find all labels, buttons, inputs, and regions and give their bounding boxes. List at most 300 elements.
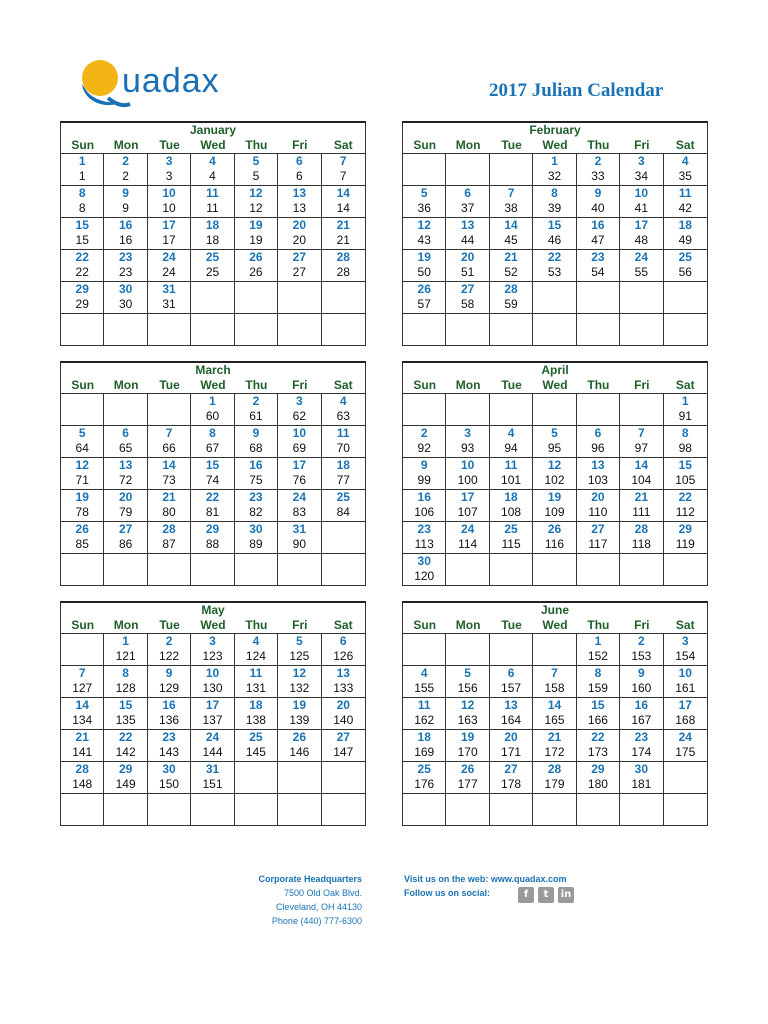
day-cell: [148, 185, 191, 217]
calendar-day: 23: [634, 730, 649, 744]
julian-day: 50: [417, 265, 431, 279]
day-cell: [577, 729, 620, 761]
calendar-day: 25: [249, 730, 263, 744]
day-cell: [403, 633, 446, 665]
day-cell: [61, 313, 104, 345]
calendar-day: 13: [504, 698, 518, 712]
day-cell: [664, 217, 707, 249]
weekday-label: Thu: [245, 138, 268, 152]
calendar-day: 16: [591, 218, 605, 232]
calendar-day: 9: [420, 458, 428, 472]
calendar-day: 8: [681, 426, 689, 440]
weekday-label: Tue: [159, 618, 180, 632]
julian-day: 153: [631, 649, 652, 663]
calendar-day: 26: [75, 522, 89, 536]
day-cell: [446, 217, 489, 249]
facebook-icon[interactable]: f: [518, 887, 534, 903]
weekday-label: Mon: [455, 378, 481, 392]
julian-day: 60: [205, 409, 220, 423]
day-cell: [235, 185, 278, 217]
julian-day: 10: [162, 201, 176, 215]
calendar-day: 11: [678, 186, 692, 200]
day-cell: [148, 153, 191, 185]
calendar-day: 14: [504, 218, 518, 232]
weekday-label: Thu: [245, 618, 268, 632]
weekday-header: [403, 617, 707, 633]
julian-day: 104: [631, 473, 652, 487]
day-cell: [191, 281, 234, 313]
day-cell: [620, 249, 663, 281]
day-cell: [403, 761, 446, 793]
day-cell: [577, 281, 620, 313]
julian-day: 12: [249, 201, 263, 215]
day-cell: [403, 313, 446, 345]
day-cell: [191, 425, 234, 457]
julian-day: 101: [501, 473, 522, 487]
day-cell: [620, 697, 663, 729]
weekday-label: Tue: [501, 618, 522, 632]
day-cell: [533, 457, 576, 489]
julian-day: 75: [249, 473, 263, 487]
julian-day: 93: [460, 441, 475, 455]
weekday-label: Fri: [292, 138, 308, 152]
month-april: [402, 361, 708, 586]
day-cell: [191, 761, 234, 793]
julian-day: 18: [205, 233, 220, 247]
day-cell: [191, 457, 234, 489]
day-cell: [664, 393, 707, 425]
julian-day: 17: [162, 233, 176, 247]
julian-day: 147: [333, 745, 354, 759]
day-cell: [148, 633, 191, 665]
julian-day: 69: [292, 441, 307, 455]
calendar-day: 3: [209, 634, 216, 648]
day-cell: [61, 521, 104, 553]
day-cell: [533, 729, 576, 761]
day-cell: [490, 185, 533, 217]
calendar-day: 19: [75, 490, 89, 504]
day-cell: [664, 457, 707, 489]
weekday-label: Mon: [113, 618, 139, 632]
julian-day: 5: [252, 169, 260, 183]
julian-day: 135: [115, 713, 136, 727]
weekday-label: Mon: [113, 138, 139, 152]
calendar-day: 22: [118, 730, 133, 744]
day-cell: [148, 217, 191, 249]
day-cell: [61, 249, 104, 281]
calendar-day: 20: [118, 490, 133, 504]
julian-day: 49: [678, 233, 692, 247]
calendar-day: 29: [118, 762, 133, 776]
day-cell: [191, 393, 234, 425]
julian-day: 55: [634, 265, 649, 279]
calendar-day: 2: [252, 394, 260, 408]
calendar-day: 8: [594, 666, 602, 680]
julian-day: 85: [75, 537, 89, 551]
calendar-day: 6: [339, 634, 347, 648]
calendar-day: 29: [591, 762, 605, 776]
footer-address: [210, 872, 362, 928]
julian-day: 126: [333, 649, 354, 663]
julian-day: 175: [675, 745, 696, 759]
calendar-day: 16: [118, 218, 133, 232]
calendar-day: 13: [118, 458, 133, 472]
weekday-label: Sat: [333, 378, 353, 392]
day-cell: [446, 553, 489, 585]
calendar-day: 26: [547, 522, 562, 536]
day-cell: [403, 425, 446, 457]
calendar-day: 9: [165, 666, 173, 680]
day-cell: [620, 521, 663, 553]
day-cell: [403, 281, 446, 313]
day-cell: [446, 313, 489, 345]
day-cell: [191, 489, 234, 521]
julian-day: 47: [591, 233, 605, 247]
calendar-day: 2: [165, 634, 173, 648]
julian-day: 151: [202, 777, 223, 791]
weekday-label: Fri: [634, 618, 650, 632]
calendar-day: 20: [504, 730, 518, 744]
calendar-day: 10: [634, 186, 649, 200]
day-cell: [322, 393, 365, 425]
weekday-label: Fri: [634, 378, 650, 392]
day-cell: [322, 153, 365, 185]
calendar-day: 6: [296, 154, 303, 168]
calendar-day: 24: [292, 490, 307, 504]
weekday-label: Thu: [587, 378, 610, 392]
day-cell: [446, 489, 489, 521]
weekday-label: Tue: [159, 138, 180, 152]
day-cell: [533, 665, 576, 697]
julian-day: 127: [72, 681, 93, 695]
weekday-label: Sat: [675, 138, 695, 152]
day-cell: [148, 665, 191, 697]
julian-day: 63: [336, 409, 350, 423]
day-cell: [322, 665, 365, 697]
julian-day: 21: [336, 233, 350, 247]
day-cell: [191, 665, 234, 697]
day-cell: [191, 153, 234, 185]
day-cell: [148, 521, 191, 553]
month-name: April: [541, 363, 569, 377]
weekday-label: Sun: [413, 138, 437, 152]
day-cell: [235, 425, 278, 457]
calendar-day: 1: [209, 394, 216, 408]
address-line-2: Cleveland, OH 44130: [275, 902, 362, 912]
twitter-icon[interactable]: t: [538, 887, 554, 903]
julian-day: 66: [162, 441, 176, 455]
calendar-day: 12: [292, 666, 307, 680]
day-cell: [577, 553, 620, 585]
month-june: [402, 601, 708, 826]
julian-day: 68: [249, 441, 263, 455]
day-cell: [446, 633, 489, 665]
calendar-day: 8: [78, 186, 86, 200]
calendar-day: 14: [162, 458, 176, 472]
julian-day: 40: [591, 201, 605, 215]
calendar-day: 5: [551, 426, 558, 440]
calendar-day: 24: [460, 522, 475, 536]
day-cell: [577, 489, 620, 521]
calendar-day: 10: [460, 458, 475, 472]
web-link[interactable]: Visit us on the web: www.quadax.com: [404, 874, 567, 884]
day-cell: [61, 633, 104, 665]
day-cell: [403, 153, 446, 185]
day-cell: [664, 729, 707, 761]
julian-day: 41: [634, 201, 649, 215]
day-cell: [322, 425, 365, 457]
julian-day: 139: [289, 713, 310, 727]
day-cell: [61, 153, 104, 185]
calendar-day: 11: [336, 426, 350, 440]
day-cell: [235, 697, 278, 729]
day-cell: [403, 217, 446, 249]
calendar-day: 30: [118, 282, 133, 296]
julian-day: 74: [205, 473, 220, 487]
calendar-day: 1: [681, 394, 689, 408]
julian-day: 106: [414, 505, 435, 519]
day-cell: [104, 249, 147, 281]
day-cell: [191, 697, 234, 729]
calendar-day: 18: [504, 490, 518, 504]
julian-day: 148: [72, 777, 93, 791]
julian-day: 163: [457, 713, 478, 727]
julian-day: 89: [249, 537, 263, 551]
calendar-day: 15: [118, 698, 133, 712]
day-cell: [148, 249, 191, 281]
day-grid: [403, 153, 707, 345]
calendar-day: 29: [75, 282, 89, 296]
julian-day: 154: [675, 649, 696, 663]
calendar-day: 13: [336, 666, 350, 680]
day-cell: [61, 697, 104, 729]
calendar-day: 15: [547, 218, 562, 232]
julian-day: 103: [587, 473, 608, 487]
day-cell: [577, 153, 620, 185]
julian-day: 87: [162, 537, 176, 551]
julian-day: 34: [634, 169, 649, 183]
day-cell: [533, 281, 576, 313]
weekday-label: Sun: [71, 138, 95, 152]
calendar-day: 27: [591, 522, 605, 536]
day-cell: [403, 729, 446, 761]
calendar-day: 10: [205, 666, 220, 680]
day-cell: [278, 313, 321, 345]
julian-day: 58: [460, 297, 475, 311]
julian-day: 99: [417, 473, 431, 487]
weekday-label: Mon: [455, 138, 481, 152]
calendar-day: 1: [594, 634, 602, 648]
calendar-day: 21: [547, 730, 562, 744]
day-cell: [278, 217, 321, 249]
calendar-day: 19: [417, 250, 431, 264]
calendar-day: 10: [678, 666, 692, 680]
calendar-day: 4: [507, 426, 515, 440]
day-cell: [322, 489, 365, 521]
calendar-day: 25: [678, 250, 692, 264]
day-cell: [577, 697, 620, 729]
julian-day: 27: [292, 265, 307, 279]
calendar-day: 27: [292, 250, 307, 264]
day-cell: [403, 553, 446, 585]
calendar-day: 15: [205, 458, 220, 472]
julian-day: 73: [162, 473, 176, 487]
calendar-day: 8: [209, 426, 216, 440]
calendar-day: 7: [638, 426, 645, 440]
day-cell: [446, 729, 489, 761]
julian-day: 115: [501, 537, 521, 551]
calendar-day: 9: [252, 426, 260, 440]
calendar-day: 19: [460, 730, 475, 744]
day-cell: [577, 185, 620, 217]
day-cell: [533, 761, 576, 793]
calendar-day: 15: [591, 698, 605, 712]
day-cell: [577, 521, 620, 553]
julian-day: 48: [634, 233, 649, 247]
day-cell: [322, 553, 365, 585]
day-cell: [322, 185, 365, 217]
julian-day: 123: [202, 649, 223, 663]
julian-day: 37: [460, 201, 475, 215]
month-name: February: [529, 123, 581, 137]
julian-day: 43: [417, 233, 431, 247]
day-cell: [533, 393, 576, 425]
weekday-label: Mon: [113, 378, 139, 392]
julian-day: 11: [206, 201, 219, 215]
hq-label: Corporate Headquarters: [258, 874, 362, 884]
julian-day: 76: [292, 473, 307, 487]
calendar-day: 19: [292, 698, 307, 712]
day-cell: [278, 393, 321, 425]
julian-day: 72: [118, 473, 133, 487]
day-cell: [577, 425, 620, 457]
day-cell: [61, 281, 104, 313]
day-cell: [577, 313, 620, 345]
day-cell: [61, 185, 104, 217]
julian-day: 111: [632, 505, 651, 519]
day-cell: [104, 313, 147, 345]
calendar-day: 24: [205, 730, 220, 744]
day-cell: [620, 729, 663, 761]
calendar-day: 17: [205, 698, 220, 712]
calendar-day: 30: [634, 762, 649, 776]
calendar-day: 22: [75, 250, 89, 264]
day-cell: [61, 393, 104, 425]
day-cell: [322, 793, 365, 825]
day-cell: [664, 249, 707, 281]
julian-day: 71: [75, 473, 89, 487]
julian-day: 81: [205, 505, 220, 519]
linkedin-icon[interactable]: in: [558, 887, 574, 903]
julian-day: 133: [333, 681, 354, 695]
calendar-day: 17: [634, 218, 649, 232]
calendar-day: 3: [296, 394, 303, 408]
day-cell: [577, 217, 620, 249]
day-cell: [490, 793, 533, 825]
julian-day: 9: [122, 201, 129, 215]
calendar-day: 17: [292, 458, 307, 472]
calendar-day: 12: [75, 458, 89, 472]
month-name: June: [540, 603, 569, 617]
day-cell: [322, 457, 365, 489]
day-cell: [533, 153, 576, 185]
weekday-label: Fri: [634, 138, 650, 152]
calendar-day: 2: [594, 154, 602, 168]
day-cell: [620, 793, 663, 825]
day-cell: [148, 457, 191, 489]
julian-day: 15: [75, 233, 89, 247]
calendar-day: 9: [122, 186, 129, 200]
julian-day: 2: [122, 169, 129, 183]
julian-day: 42: [678, 201, 692, 215]
day-cell: [235, 521, 278, 553]
day-cell: [191, 553, 234, 585]
month-name: January: [189, 123, 237, 137]
calendar-day: 22: [591, 730, 605, 744]
calendar-day: 28: [547, 762, 562, 776]
julian-day: 120: [414, 569, 435, 583]
calendar-day: 3: [638, 154, 645, 168]
day-cell: [322, 313, 365, 345]
month-may: [60, 601, 366, 826]
calendar-day: 6: [507, 666, 515, 680]
calendar-day: 14: [336, 186, 350, 200]
day-cell: [191, 217, 234, 249]
julian-day: 173: [587, 745, 608, 759]
page-title: 2017 Julian Calendar: [489, 80, 664, 101]
julian-day: 140: [333, 713, 354, 727]
julian-day: 180: [587, 777, 608, 791]
julian-day: 33: [591, 169, 605, 183]
julian-day: 143: [159, 745, 180, 759]
day-cell: [490, 489, 533, 521]
day-cell: [620, 553, 663, 585]
julian-day: 169: [414, 745, 435, 759]
day-grid: [403, 633, 707, 825]
calendar-day: 6: [464, 186, 471, 200]
julian-day: 67: [205, 441, 220, 455]
day-cell: [235, 457, 278, 489]
day-cell: [104, 281, 147, 313]
day-cell: [664, 697, 707, 729]
julian-day: 131: [245, 681, 266, 695]
day-cell: [490, 281, 533, 313]
calendar-day: 24: [678, 730, 692, 744]
julian-day: 61: [249, 409, 263, 423]
calendar-day: 11: [504, 458, 518, 472]
julian-day: 174: [631, 745, 652, 759]
julian-day: 112: [675, 505, 695, 519]
day-cell: [61, 729, 104, 761]
julian-day: 158: [544, 681, 565, 695]
day-cell: [620, 761, 663, 793]
julian-day: 22: [75, 265, 89, 279]
calendar-day: 5: [296, 634, 303, 648]
julian-day: 138: [245, 713, 266, 727]
calendar-day: 6: [122, 426, 129, 440]
calendar-day: 5: [78, 426, 86, 440]
julian-day: 13: [292, 201, 307, 215]
day-cell: [104, 729, 147, 761]
weekday-label: Wed: [200, 378, 226, 392]
day-cell: [446, 665, 489, 697]
calendar-day: 23: [591, 250, 605, 264]
calendar-day: 4: [252, 634, 260, 648]
day-grid: [61, 393, 365, 585]
weekday-label: Sun: [71, 378, 95, 392]
day-cell: [620, 457, 663, 489]
day-cell: [322, 633, 365, 665]
